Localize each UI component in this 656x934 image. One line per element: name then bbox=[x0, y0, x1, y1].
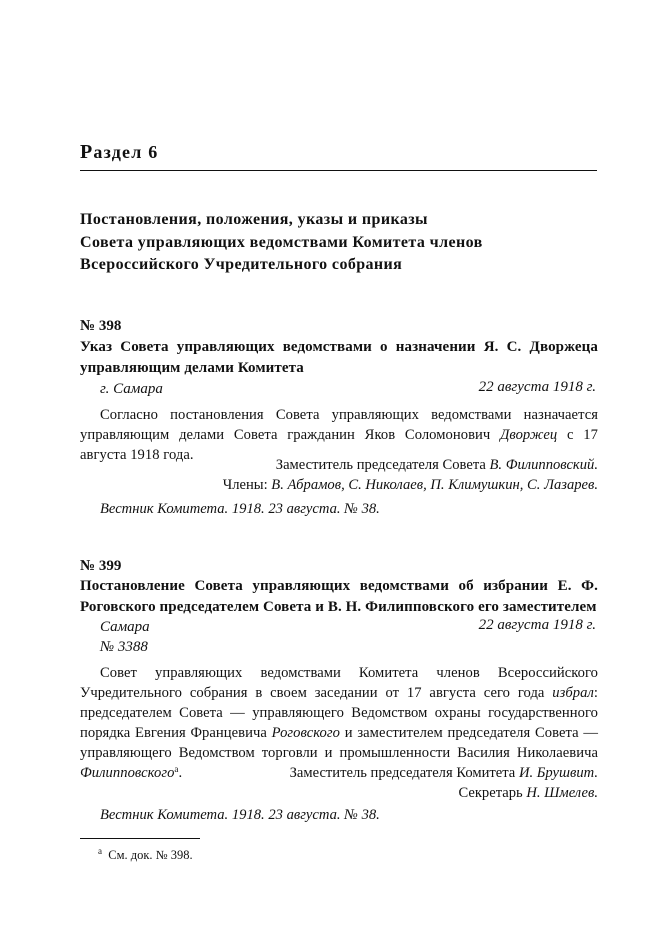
doc-398-number: № 398 bbox=[80, 318, 122, 334]
section-rule bbox=[80, 170, 597, 171]
section-title-line-1: Постановления, положения, указы и приказы bbox=[80, 211, 428, 228]
doc-399-reference: № 3388 bbox=[100, 639, 148, 655]
doc-399-source: Вестник Комитета. 1918. 23 августа. № 38. bbox=[100, 807, 380, 823]
doc-399-sig2-role: Секретарь bbox=[458, 785, 527, 801]
section-title bbox=[80, 209, 597, 277]
doc-399-body-part-3: и заместителем председателя Совета — управляющего Ведомством торговли и промышленности Василия Николаевича bbox=[80, 725, 599, 761]
doc-399-number: № 399 bbox=[80, 558, 122, 574]
doc-399-sig1-name: И. Брушвит. bbox=[518, 765, 598, 781]
footnote-text: См. док. № 398. bbox=[108, 848, 193, 862]
doc-398-signature-1 bbox=[276, 455, 598, 475]
section-heading-rest: аздел 6 bbox=[93, 142, 159, 162]
section-heading-initial: Р bbox=[80, 141, 94, 163]
doc-399-title: Постановление Совета управляющих ведомствами об избрании Е. Ф. Роговского председателем Совета и В. Н. Филипповского его заместителем bbox=[80, 578, 598, 615]
doc-399-footnote-mark: а bbox=[174, 764, 179, 774]
doc-399-place bbox=[100, 617, 150, 657]
doc-399-sig2-name: Н. Шмелев. bbox=[526, 785, 598, 801]
section-title-line-2: Совета управляющих ведомствами Комитета членов bbox=[80, 233, 483, 251]
doc-399-body-part-2: : председателем Совета — управляющего Ведомством охраны государственного порядка Евгения Францевича bbox=[80, 685, 598, 741]
doc-398-signature-2 bbox=[223, 475, 598, 495]
doc-399-body-name-2: Филипповского bbox=[80, 765, 175, 781]
doc-398-title: Указ Совета управляющих ведомствами о назначении Я. С. Дворжеца управляющим делами Комитета bbox=[80, 339, 598, 376]
section-title-line-3: Всероссийского Учредительного собрания bbox=[80, 256, 403, 273]
footnote bbox=[98, 848, 193, 863]
doc-399-body-part-1: Совет управляющих ведомствами Комитета членов Всероссийского Учредительного собрания в своем заседании от 17 августа сего года bbox=[80, 665, 598, 701]
footnote-rule bbox=[80, 838, 200, 839]
doc-399-place-city: Самара bbox=[100, 619, 150, 635]
doc-398-body-end: с 17 августа 1918 года. bbox=[80, 427, 598, 463]
doc-398-source: Вестник Комитета. 1918. 23 августа. № 38. bbox=[100, 501, 380, 517]
doc-398-date: 22 августа 1918 г. bbox=[478, 379, 596, 395]
doc-398-sig2-names: В. Абрамов, С. Николаев, П. Климушкин, С. Лазарев. bbox=[271, 477, 598, 493]
doc-399-body-name-1: Роговского bbox=[271, 725, 340, 741]
doc-399-body-verb: избрал bbox=[552, 685, 594, 701]
doc-398-body-name: Дворжец bbox=[500, 427, 558, 443]
doc-399-date: 22 августа 1918 г. bbox=[478, 617, 596, 633]
doc-398-place: г. Самара bbox=[100, 381, 163, 397]
section-heading bbox=[80, 141, 158, 164]
doc-399-signature-1 bbox=[290, 763, 598, 783]
doc-399-signature-2 bbox=[458, 783, 598, 803]
doc-399-body-part-4: . bbox=[178, 765, 183, 781]
doc-398-sig1-name: В. Филипповский. bbox=[489, 457, 598, 473]
doc-399-sig1-role: Заместитель председателя Комитета bbox=[289, 765, 519, 781]
footnote-mark: а bbox=[98, 846, 102, 856]
doc-398-sig1-role: Заместитель председателя Совета bbox=[275, 457, 490, 473]
doc-398-body-text: Согласно постановления Совета управляющих ведомствами назначается управляющим делами Совета гражданин Яков Соломонович bbox=[80, 407, 598, 443]
doc-398-sig2-role: Члены: bbox=[222, 477, 272, 493]
